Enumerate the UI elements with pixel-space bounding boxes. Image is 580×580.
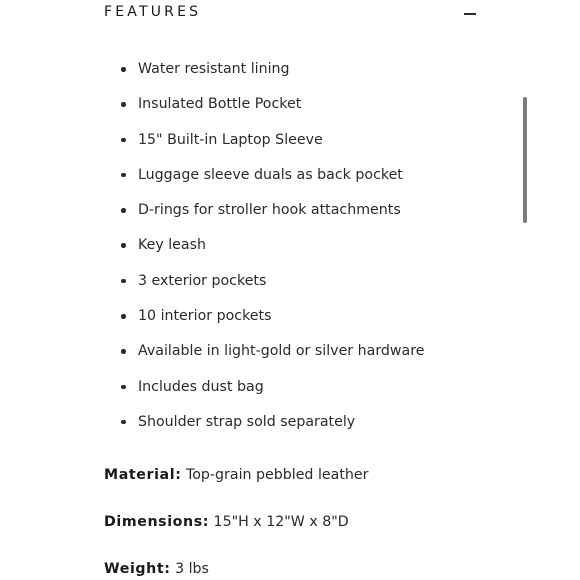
feature-text: Luggage sleeve duals as back pocket [138, 166, 403, 183]
spec-weight [104, 559, 209, 579]
bullet-icon [121, 138, 126, 143]
minus-icon-bar [464, 13, 476, 15]
feature-text: 10 interior pockets [138, 308, 272, 325]
list-item [104, 128, 504, 163]
list-item [104, 92, 504, 127]
feature-text: Includes dust bag [138, 378, 264, 395]
spec-material-label: Material: [104, 467, 182, 483]
list-item [104, 163, 504, 198]
features-section-header[interactable] [104, 2, 478, 24]
feature-text: 3 exterior pockets [138, 272, 267, 289]
bullet-icon [121, 102, 126, 107]
bullet-icon [121, 243, 126, 248]
list-item [104, 375, 504, 410]
spec-dimensions-label: Dimensions: [104, 514, 210, 530]
list-item [104, 198, 504, 233]
spec-weight-value: 3 lbs [175, 561, 209, 577]
spec-dimensions-value: 15"H x 12"W x 8"D [213, 514, 349, 530]
bullet-icon [121, 173, 126, 178]
spec-material [104, 465, 368, 485]
scrollbar-thumb[interactable] [523, 97, 527, 223]
feature-text: D-rings for stroller hook attachments [138, 202, 401, 219]
bullet-icon [121, 349, 126, 354]
bullet-icon [121, 67, 126, 72]
features-title: FEATURES [104, 4, 202, 20]
list-item [104, 269, 504, 304]
bullet-icon [121, 385, 126, 390]
list-item [104, 304, 504, 339]
spec-material-value: Top-grain pebbled leather [185, 467, 369, 483]
bullet-icon [121, 208, 126, 213]
feature-text: Water resistant lining [138, 61, 290, 77]
bullet-icon [121, 279, 126, 284]
feature-text: Shoulder strap sold separately [138, 413, 356, 430]
feature-text: Insulated Bottle Pocket [138, 96, 302, 113]
list-item [104, 339, 504, 374]
list-item [104, 410, 504, 445]
bullet-icon [121, 314, 126, 319]
feature-text: Available in light-gold or silver hardware [138, 343, 425, 360]
list-item [104, 57, 504, 92]
spec-dimensions [104, 512, 349, 532]
spec-weight-label: Weight: [104, 561, 171, 577]
features-list [104, 57, 504, 445]
feature-text: 15" Built-in Laptop Sleeve [138, 131, 323, 148]
bullet-icon [121, 420, 126, 425]
list-item [104, 233, 504, 268]
feature-text: Key leash [138, 237, 206, 254]
collapse-minus-icon[interactable] [462, 2, 478, 24]
